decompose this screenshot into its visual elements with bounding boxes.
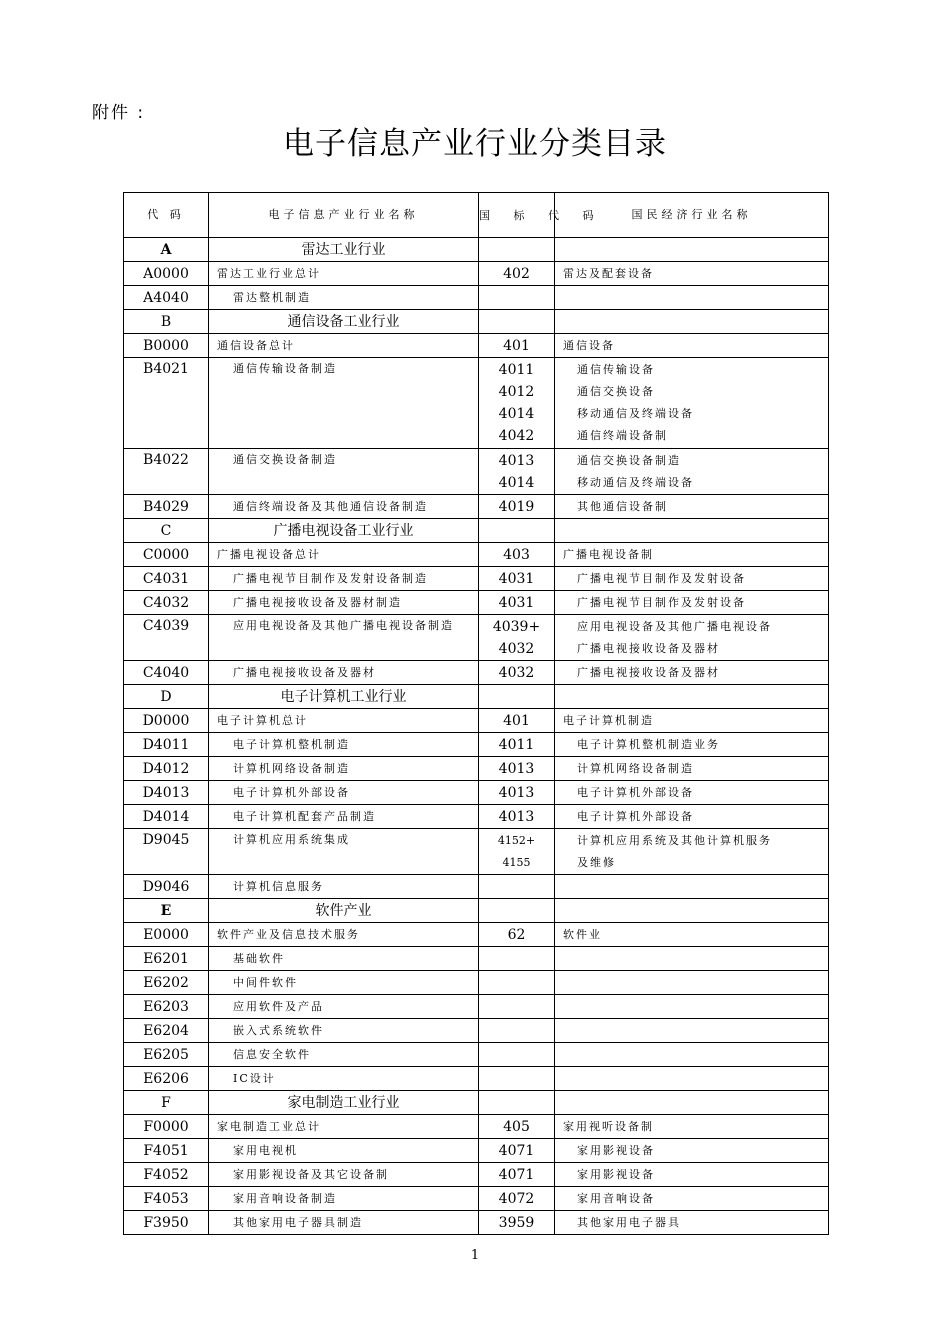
gb-code-cell (479, 449, 555, 495)
gb-code-cell (479, 1043, 555, 1067)
gb-code-cell (479, 971, 555, 995)
code-cell: D4013 (124, 781, 209, 805)
table-row (124, 947, 829, 971)
gb-code-cell (479, 709, 555, 733)
gb-code-cell (479, 899, 555, 923)
gb-code: 4071 (498, 1166, 535, 1183)
code-cell: F (124, 1091, 209, 1115)
code-cell: A4040 (124, 286, 209, 310)
gb-code: 405 (503, 1118, 530, 1135)
industry-name-cell: 广播电视设备总计 (209, 543, 479, 567)
header-gb-code: 国 标 代 码 (479, 193, 555, 238)
economy-name-cell (555, 358, 829, 449)
code-cell: C0000 (124, 543, 209, 567)
table-row (124, 995, 829, 1019)
economy-name: 电子计算机外部设备 (577, 809, 694, 823)
gb-code-cell (479, 757, 555, 781)
economy-name: 通信传输设备 (577, 363, 655, 376)
economy-name: 通信设备 (563, 338, 615, 352)
economy-name-cell (555, 685, 829, 709)
code-cell: F4053 (124, 1187, 209, 1211)
code-cell: D0000 (124, 709, 209, 733)
gb-code-cell (479, 829, 555, 875)
gb-code-cell (479, 1211, 555, 1235)
code-cell: B4021 (124, 358, 209, 449)
industry-name-cell: IC设计 (209, 1067, 479, 1091)
economy-name-cell (555, 923, 829, 947)
industry-name-cell: 家电制造工业行业 (209, 1091, 479, 1115)
industry-name-cell: 电子计算机配套产品制造 (209, 805, 479, 829)
economy-name: 通信交换设备制造 (577, 453, 681, 467)
gb-code: 4011 (498, 736, 535, 753)
table-row (124, 1187, 829, 1211)
economy-name-cell (555, 709, 829, 733)
table-row (124, 1115, 829, 1139)
economy-name: 广播电视节目制作及发射设备 (577, 595, 746, 609)
gb-code-cell (479, 358, 555, 449)
gb-code-cell (479, 1019, 555, 1043)
economy-name: 雷达及配套设备 (563, 266, 654, 280)
economy-name: 广播电视接收设备及器材 (577, 665, 720, 679)
economy-name-cell (555, 1115, 829, 1139)
gb-code: 4072 (498, 1190, 535, 1207)
code-cell: D9046 (124, 875, 209, 899)
economy-name-cell (555, 1139, 829, 1163)
economy-name-cell (555, 615, 829, 661)
gb-code: 3959 (498, 1214, 535, 1231)
gb-code-cell (479, 1115, 555, 1139)
table-row (124, 495, 829, 519)
industry-name-cell: 家用音响设备制造 (209, 1187, 479, 1211)
industry-name-cell: 通信交换设备制造 (209, 449, 479, 495)
code-cell: B (124, 310, 209, 334)
code-cell: B0000 (124, 334, 209, 358)
gb-code: 62 (507, 926, 526, 943)
code-cell: F3950 (124, 1211, 209, 1235)
attachment-label: 附件 : (92, 103, 146, 123)
economy-name-cell (555, 947, 829, 971)
code-cell: D9045 (124, 829, 209, 875)
gb-code: 4011 (498, 362, 535, 378)
table-row (124, 334, 829, 358)
gb-code: 4013 (498, 808, 535, 825)
industry-name-cell: 软件产业及信息技术服务 (209, 923, 479, 947)
industry-name-cell: 电子计算机整机制造 (209, 733, 479, 757)
industry-name-cell: 家用影视设备及其它设备制 (209, 1163, 479, 1187)
industry-name-cell: 广播电视节目制作及发射设备制造 (209, 567, 479, 591)
economy-name-cell (555, 661, 829, 685)
economy-name: 软件业 (563, 927, 602, 941)
economy-name-cell (555, 310, 829, 334)
code-cell: E (124, 899, 209, 923)
gb-code-cell (479, 733, 555, 757)
header-economy-name: 国民经济行业名称 (555, 193, 829, 238)
table-row (124, 262, 829, 286)
industry-name-cell: 电子计算机外部设备 (209, 781, 479, 805)
code-cell: A0000 (124, 262, 209, 286)
code-cell: E0000 (124, 923, 209, 947)
code-cell: A (124, 238, 209, 262)
economy-name-cell (555, 829, 829, 875)
gb-code-cell (479, 310, 555, 334)
economy-name-cell (555, 875, 829, 899)
table-row (124, 591, 829, 615)
gb-code: 4014 (498, 406, 535, 422)
economy-name-cell (555, 1091, 829, 1115)
code-cell: E6206 (124, 1067, 209, 1091)
gb-code-cell (479, 805, 555, 829)
code-cell: F4052 (124, 1163, 209, 1187)
industry-name-cell: 通信终端设备及其他通信设备制造 (209, 495, 479, 519)
economy-name-cell (555, 1067, 829, 1091)
economy-name-cell (555, 733, 829, 757)
table-header-row (124, 193, 829, 238)
economy-name-cell (555, 519, 829, 543)
economy-name-cell (555, 567, 829, 591)
economy-name: 家用影视设备 (577, 1143, 655, 1157)
gb-code-cell (479, 286, 555, 310)
code-cell: C (124, 519, 209, 543)
industry-name-cell: 通信设备工业行业 (209, 310, 479, 334)
table-body (124, 193, 829, 1235)
code-cell: B4029 (124, 495, 209, 519)
gb-code-cell (479, 495, 555, 519)
document-title: 电子信息产业行业分类目录 (283, 126, 667, 162)
gb-code-cell (479, 1067, 555, 1091)
industry-name-cell: 电子计算机总计 (209, 709, 479, 733)
industry-name-cell: 计算机网络设备制造 (209, 757, 479, 781)
category-row (124, 685, 829, 709)
code-cell: E6204 (124, 1019, 209, 1043)
gb-code: 401 (503, 337, 530, 354)
table-row (124, 757, 829, 781)
economy-name-cell (555, 1211, 829, 1235)
industry-name-cell: 广播电视接收设备及器材制造 (209, 591, 479, 615)
gb-code: 4155 (502, 855, 531, 869)
gb-code: 4071 (498, 1142, 535, 1159)
gb-code-cell (479, 543, 555, 567)
gb-code-cell (479, 1163, 555, 1187)
gb-code-cell (479, 1187, 555, 1211)
table-row (124, 1163, 829, 1187)
gb-code: 4013 (498, 784, 535, 801)
gb-code-cell (479, 1139, 555, 1163)
industry-name-cell: 广播电视接收设备及器材 (209, 661, 479, 685)
table-row (124, 781, 829, 805)
gb-code: 4031 (498, 594, 535, 611)
gb-code: 4013 (498, 452, 535, 469)
economy-name-cell (555, 495, 829, 519)
gb-code: 401 (503, 712, 530, 729)
classification-table (123, 192, 829, 1235)
economy-name: 其他家用电子器具 (577, 1215, 681, 1229)
code-cell: C4032 (124, 591, 209, 615)
code-cell: D4014 (124, 805, 209, 829)
code-cell: F0000 (124, 1115, 209, 1139)
economy-name-cell (555, 1187, 829, 1211)
gb-code-cell (479, 615, 555, 661)
industry-name-cell: 信息安全软件 (209, 1043, 479, 1067)
page-number: 1 (470, 1248, 480, 1263)
economy-name-cell (555, 899, 829, 923)
category-row (124, 238, 829, 262)
category-row (124, 310, 829, 334)
economy-name-cell (555, 757, 829, 781)
economy-name-cell (555, 286, 829, 310)
industry-name-cell: 通信设备总计 (209, 334, 479, 358)
industry-name-cell: 计算机信息服务 (209, 875, 479, 899)
table-row (124, 923, 829, 947)
economy-name-cell (555, 1163, 829, 1187)
economy-name: 电子计算机整机制造业务 (577, 737, 720, 751)
table-row (124, 567, 829, 591)
economy-name: 广播电视设备制 (563, 547, 654, 561)
gb-code-cell (479, 875, 555, 899)
economy-name-cell (555, 334, 829, 358)
industry-name-cell: 基础软件 (209, 947, 479, 971)
gb-code: 4042 (498, 428, 535, 444)
table-row (124, 1019, 829, 1043)
economy-name-cell (555, 781, 829, 805)
code-cell: E6203 (124, 995, 209, 1019)
table-row (124, 971, 829, 995)
economy-name-cell (555, 805, 829, 829)
economy-name-cell (555, 238, 829, 262)
gb-code-cell (479, 923, 555, 947)
gb-code-cell (479, 334, 555, 358)
code-cell: B4022 (124, 449, 209, 495)
economy-name: 移动通信及终端设备 (577, 407, 694, 420)
industry-name-cell: 广播电视设备工业行业 (209, 519, 479, 543)
category-row (124, 519, 829, 543)
header-industry-name: 电子信息产业行业名称 (209, 193, 479, 238)
gb-code: 4032 (498, 640, 535, 657)
gb-code-cell (479, 519, 555, 543)
code-cell: D4011 (124, 733, 209, 757)
table-row (124, 615, 829, 661)
economy-name: 电子计算机制造 (563, 713, 654, 727)
table-row (124, 1067, 829, 1091)
economy-name: 及维修 (577, 855, 616, 869)
gb-code-cell (479, 995, 555, 1019)
code-cell: C4040 (124, 661, 209, 685)
industry-name-cell: 家用电视机 (209, 1139, 479, 1163)
gb-code: 4013 (498, 760, 535, 777)
economy-name-cell (555, 995, 829, 1019)
industry-name-cell: 电子计算机工业行业 (209, 685, 479, 709)
economy-name-cell (555, 1043, 829, 1067)
economy-name: 通信交换设备 (577, 385, 655, 398)
table-row (124, 805, 829, 829)
gb-code-cell (479, 238, 555, 262)
industry-name-cell: 计算机应用系统集成 (209, 829, 479, 875)
gb-code: 4019 (498, 498, 535, 515)
economy-name-cell (555, 971, 829, 995)
economy-name-cell (555, 1019, 829, 1043)
economy-name: 广播电视接收设备及器材 (577, 641, 720, 655)
economy-name: 通信终端设备制 (577, 429, 668, 442)
economy-name: 家用音响设备 (577, 1191, 655, 1205)
economy-name: 移动通信及终端设备 (577, 475, 694, 489)
gb-code-cell (479, 661, 555, 685)
code-cell: E6201 (124, 947, 209, 971)
gb-code: 4014 (498, 474, 535, 491)
header-code: 代 码 (124, 193, 209, 238)
gb-code: 402 (503, 265, 530, 282)
industry-name-cell: 嵌入式系统软件 (209, 1019, 479, 1043)
economy-name: 家用影视设备 (577, 1167, 655, 1181)
economy-name: 计算机应用系统及其他计算机服务 (577, 833, 772, 847)
industry-name-cell: 雷达工业行业总计 (209, 262, 479, 286)
table-row (124, 829, 829, 875)
code-cell: C4031 (124, 567, 209, 591)
economy-name-cell (555, 543, 829, 567)
economy-name-cell (555, 262, 829, 286)
economy-name: 计算机网络设备制造 (577, 761, 694, 775)
gb-code: 403 (503, 546, 530, 563)
code-cell: D4012 (124, 757, 209, 781)
table-row (124, 449, 829, 495)
table-row (124, 543, 829, 567)
table-row (124, 733, 829, 757)
table-row (124, 1043, 829, 1067)
industry-name-cell: 中间件软件 (209, 971, 479, 995)
code-cell: D (124, 685, 209, 709)
economy-name-cell (555, 591, 829, 615)
industry-name-cell: 家电制造工业总计 (209, 1115, 479, 1139)
industry-name-cell: 应用软件及产品 (209, 995, 479, 1019)
table-row (124, 1211, 829, 1235)
table-row (124, 709, 829, 733)
gb-code-cell (479, 781, 555, 805)
code-cell: F4051 (124, 1139, 209, 1163)
economy-name-cell (555, 449, 829, 495)
economy-name: 电子计算机外部设备 (577, 785, 694, 799)
gb-code: 4031 (498, 570, 535, 587)
table-row (124, 358, 829, 449)
industry-name-cell: 其他家用电子器具制造 (209, 1211, 479, 1235)
gb-code: 4039+ (492, 618, 541, 635)
gb-code: 4032 (498, 664, 535, 681)
economy-name: 家用视听设备制 (563, 1119, 654, 1133)
economy-name: 广播电视节目制作及发射设备 (577, 571, 746, 585)
industry-name-cell: 雷达工业行业 (209, 238, 479, 262)
gb-code-cell (479, 262, 555, 286)
table-row (124, 286, 829, 310)
industry-name-cell: 应用电视设备及其他广播电视设备制造 (209, 615, 479, 661)
gb-code-cell (479, 1091, 555, 1115)
gb-code-cell (479, 567, 555, 591)
economy-name: 其他通信设备制 (577, 499, 668, 513)
table-row (124, 875, 829, 899)
gb-code-cell (479, 685, 555, 709)
category-row (124, 1091, 829, 1115)
industry-name-cell: 雷达整机制造 (209, 286, 479, 310)
gb-code-cell (479, 591, 555, 615)
code-cell: C4039 (124, 615, 209, 661)
gb-code-cell (479, 947, 555, 971)
code-cell: E6202 (124, 971, 209, 995)
table-row (124, 661, 829, 685)
industry-name-cell: 通信传输设备制造 (209, 358, 479, 449)
table-row (124, 1139, 829, 1163)
economy-name: 应用电视设备及其他广播电视设备 (577, 619, 772, 633)
gb-code: 4152+ (497, 833, 536, 847)
category-row (124, 899, 829, 923)
code-cell: E6205 (124, 1043, 209, 1067)
gb-code: 4012 (498, 384, 535, 400)
industry-name-cell: 软件产业 (209, 899, 479, 923)
